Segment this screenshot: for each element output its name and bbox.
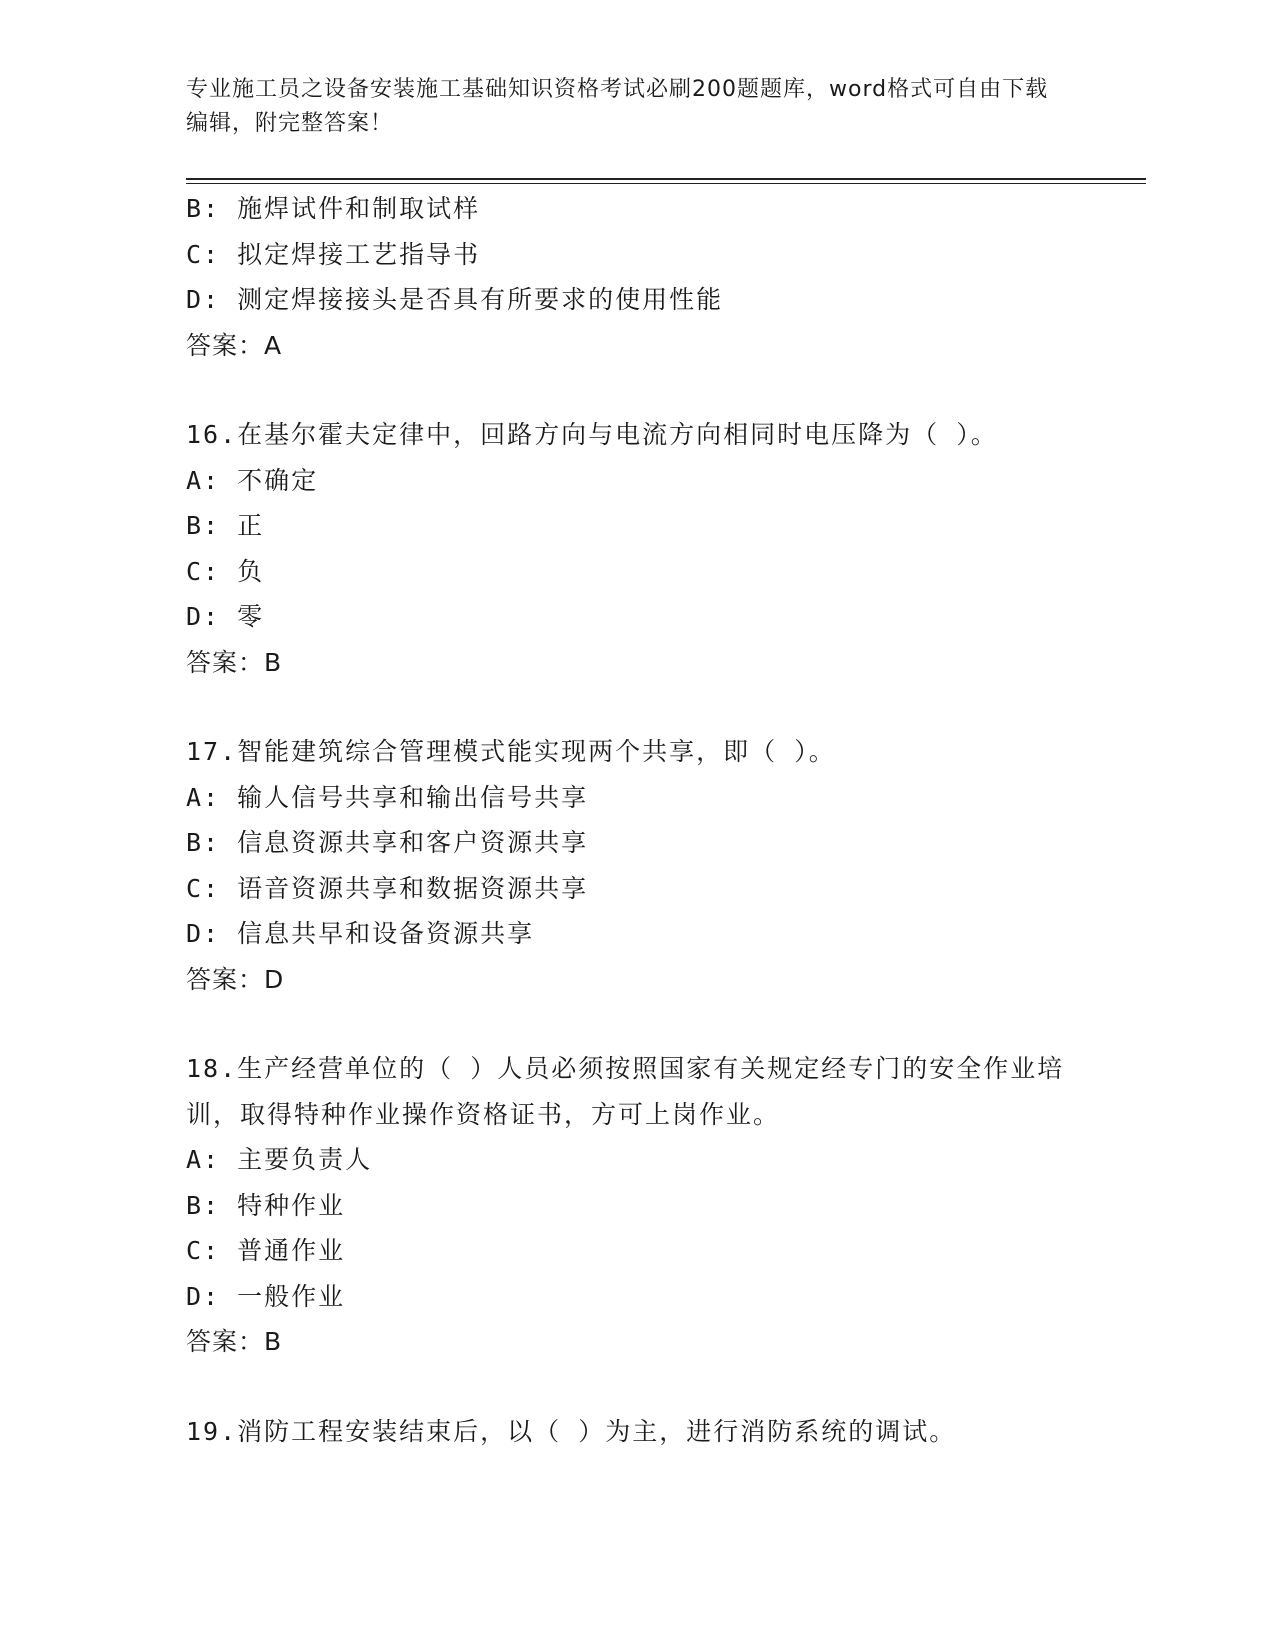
answer-line: 答案：B — [186, 1327, 283, 1356]
option-d: D: 零 — [186, 602, 265, 631]
spacer — [186, 685, 1066, 729]
question-stem: 18.生产经营单位的（ ）人员必须按照国家有关规定经专门的安全作业培训，取得特种作业操作资格证书，方可上岗作业。 — [186, 1054, 1065, 1129]
header-rule-thick — [186, 178, 1146, 180]
option-c: C: 普通作业 — [186, 1236, 346, 1265]
option-c: C: 负 — [186, 556, 265, 586]
answer-line: 答案：D — [186, 964, 285, 994]
option-c: C: 语音资源共享和数据资源共享 — [186, 873, 589, 903]
header-rule-thin — [186, 183, 1146, 184]
option-d: D: 测定焊接接头是否具有所要求的使用性能 — [186, 285, 724, 314]
option-b: B: 正 — [186, 511, 265, 540]
answer-line: 答案：A — [186, 330, 283, 360]
question-15-tail — [186, 186, 1066, 368]
spacer — [186, 1002, 1066, 1046]
spacer — [186, 1365, 1066, 1409]
option-a: A: 主要负责人 — [186, 1145, 373, 1174]
spacer — [186, 368, 1066, 412]
option-b: B: 特种作业 — [186, 1190, 346, 1220]
option-a: A: 不确定 — [186, 465, 319, 495]
option-d: D: 信息共早和设备资源共享 — [186, 919, 535, 948]
question-stem: 19.消防工程安装结束后，以（ ）为主，进行消防系统的调试。 — [186, 1416, 957, 1446]
option-b: B: 信息资源共享和客户资源共享 — [186, 828, 589, 857]
question-list — [186, 186, 1066, 1454]
question-17 — [186, 729, 1066, 1002]
option-d: D: 一般作业 — [186, 1281, 346, 1311]
question-19 — [186, 1409, 1066, 1455]
answer-line: 答案：B — [186, 647, 283, 677]
document-header: 专业施工员之设备安装施工基础知识资格考试必刷200题题库，word格式可自由下载编辑，附完整答案！ — [186, 77, 1049, 136]
question-stem: 16.在基尔霍夫定律中，回路方向与电流方向相同时电压降为（ ）。 — [186, 420, 998, 449]
option-a: A: 输人信号共享和输出信号共享 — [186, 782, 589, 812]
question-16 — [186, 412, 1066, 685]
question-18 — [186, 1046, 1066, 1365]
question-stem: 17.智能建筑综合管理模式能实现两个共享，即（ ）。 — [186, 737, 836, 766]
option-b: B: 施焊试件和制取试样 — [186, 194, 481, 223]
option-c: C: 拟定焊接工艺指导书 — [186, 239, 481, 269]
